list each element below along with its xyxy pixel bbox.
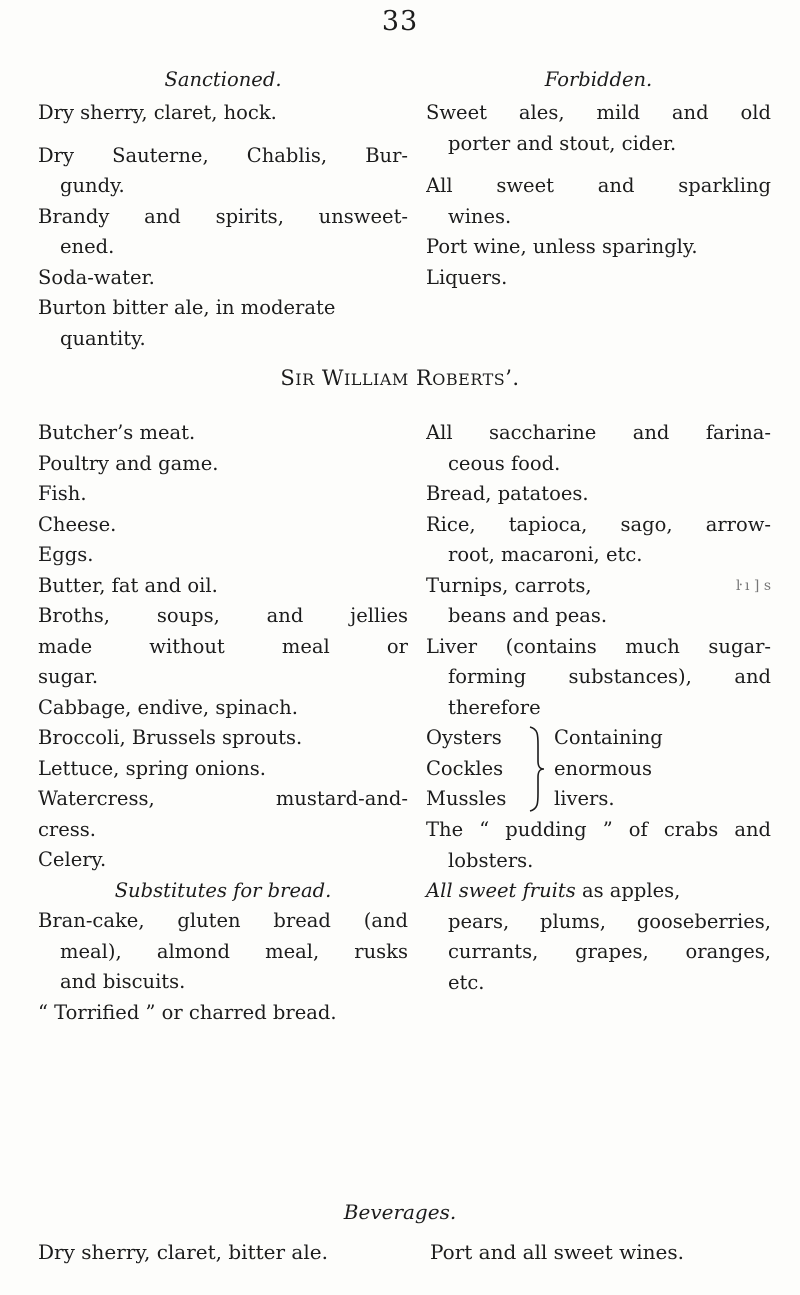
sanctioned-heading: Sanctioned. [164,68,282,91]
forbidden-food-item: Liver (contains much sugar- [426,634,771,658]
substitute-item: and biscuits. [60,970,186,993]
section-title: SIR WILLIAM ROBERTS’. [280,366,520,390]
shellfish-group [426,723,771,815]
food-item: Butter, fat and oil. [38,573,218,597]
shellfish-note: Containing [554,726,663,749]
forbidden-food-item: lobsters. [448,848,534,872]
forbidden-food-item: All sweet fruits as apples, [426,879,681,902]
food-item: Broths, soups, and jellies [38,604,408,627]
food-item: cress. [38,817,96,841]
sanctioned-line: ened. [60,235,115,258]
forbidden-food-item: All saccharine and farina- [426,421,771,444]
forbidden-food-item: Rice, tapioca, sago, arrow- [426,512,771,536]
forbidden-column [426,62,771,293]
sanctioned-line: gundy. [60,174,125,197]
forbidden-heading: Forbidden. [544,68,653,91]
forbidden-food-item: etc. [448,970,485,994]
food-item: Broccoli, Brussels sprouts. [38,726,303,749]
faded-text-fragment: ŀ ı ] s [736,577,771,594]
sanctioned-line: Brandy and spirits, unsweet- [38,204,408,228]
food-item: Cheese. [38,512,117,536]
forbidden-line: porter and stout, cider. [448,131,677,155]
shellfish-note: enormous [554,756,652,780]
food-item: Cabbage, endive, spinach. [38,695,298,719]
forbidden-food-item: root, macaroni, etc. [448,543,643,566]
forbidden-food-item: Bread, patatoes. [426,482,589,505]
forbidden-food-item: forming substances), and [448,665,771,688]
brace-icon [526,725,546,813]
shellfish-note: livers. [554,787,615,810]
substitute-item: “ Torrified ” or charred bread. [38,1000,337,1024]
beverages-forbidden: Port and all sweet wines. [430,1240,684,1264]
forbidden-line: Port wine, unless sparingly. [426,235,698,258]
forbidden-food-item: pears, plums, gooseberries, [448,909,771,933]
food-item: Poultry and game. [38,451,219,475]
sanctioned-line: Dry sherry, claret, hock. [38,101,277,124]
substitutes-heading: Substitutes for bread. [114,878,332,902]
food-item: Butcher’s meat. [38,421,196,444]
beverages-sanctioned: Dry sherry, claret, bitter ale. [38,1240,328,1264]
forbidden-line: wines. [448,204,512,228]
shellfish-item: Cockles [426,756,504,780]
forbidden-food-item: Turnips, carrots, ŀ ı ] s [426,571,771,602]
page-number: 33 [381,6,419,37]
food-item: Watercress, mustard-and- [38,787,408,810]
forbidden-line: All sweet and sparkling [426,174,771,197]
food-item: Eggs. [38,543,94,566]
food-item: sugar. [38,665,99,688]
forbidden-line: Liquers. [426,265,508,289]
food-item: Fish. [38,482,87,505]
forbidden-food-item: The “ pudding ” of crabs and [426,818,771,841]
sanctioned-line: quantity. [60,326,146,350]
food-item: Lettuce, spring onions. [38,756,266,780]
food-item: Celery. [38,848,107,871]
shellfish-item: Oysters [426,726,502,749]
sanctioned-line: Dry Sauterne, Chablis, Bur- [38,143,408,167]
substitute-item: meal), almond meal, rusks [60,939,408,963]
forbidden-food-item: currants, grapes, oranges, [448,940,771,963]
substitute-item: Bran-cake, gluten bread (and [38,909,408,932]
forbidden-food-item: therefore [448,695,541,719]
allowed-foods-column [38,418,408,1028]
shellfish-item: Mussles [426,787,507,810]
forbidden-food-item: ceous food. [448,451,561,475]
sanctioned-line: Burton bitter ale, in moderate [38,296,336,319]
forbidden-food-item: beans and peas. [448,604,608,627]
food-item: made without meal or [38,634,408,658]
forbidden-line: Sweet ales, mild and old [426,101,771,124]
forbidden-foods-column [426,418,771,998]
sanctioned-line: Soda-water. [38,265,155,289]
beverages-heading: Beverages. [343,1200,457,1224]
sanctioned-column [38,62,408,354]
